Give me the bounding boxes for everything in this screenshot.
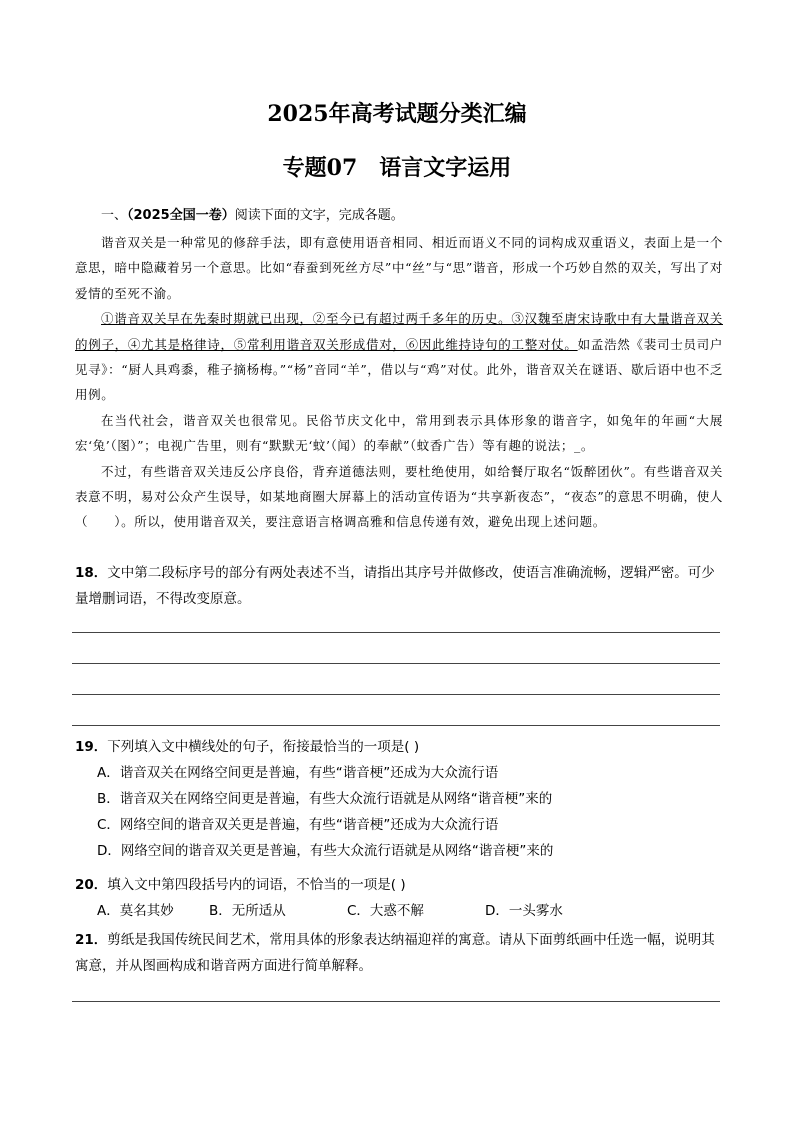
question-18 (75, 560, 723, 612)
option-a[interactable]: A．莫名其妙 (97, 903, 174, 919)
numbered-sentences: ①谐音双关早在先秦时期就已出现，②至今已有超过两千多年的历史。③汉魏至唐宋诗歌中有大量谐音双关的例子，④尤其是格律诗，⑤常利用谐音双关形成借对，⑥因此维持诗句的工整对仗。 (75, 311, 723, 352)
question-20 (75, 872, 723, 924)
question-text: 剪纸是我国传统民间艺术，常用具体的形象表达纳福迎祥的寓意。请从下面剪纸画中任选一幅，说明其寓意，并从图画构成和谐音两方面进行简单解释。 (75, 932, 715, 974)
option-b[interactable]: B．无所适从 (209, 903, 286, 919)
topic-subtitle (0, 151, 794, 182)
question-number: 18． (75, 565, 108, 581)
intro-text: 阅读下面的文字，完成各题。 (234, 208, 404, 223)
document-title: 2025年高考试题分类汇编 (267, 101, 527, 127)
question-text: 下列填入文中横线处的句子，衔接最恰当的一项是( ) (107, 739, 420, 755)
question-number: 19． (75, 739, 108, 755)
answer-line[interactable] (72, 725, 720, 726)
topic-name: 语言文字运用 (379, 155, 512, 181)
passage-paragraph-3: 在当代社会，谐音双关也很常见。民俗节庆文化中，常用到表示具体形象的谐音字，如兔年的年画“大展宏‘兔’（图）”；电视广告里，则有“默默无‘蚊’（闻）的奉献”（蚊香广告）等有趣的说法；_。 (75, 412, 723, 454)
option-a[interactable]: A．谐音双关在网络空间更是普遍，有些“谐音梗”还成为大众流行语 (97, 765, 499, 781)
section-intro: 一、（2025全国一卷）阅读下面的文字，完成各题。 (101, 208, 404, 223)
passage-paragraph-2: ①谐音双关早在先秦时期就已出现，②至今已有超过两千多年的历史。③汉魏至唐宋诗歌中有大量谐音双关的例子，④尤其是格律诗，⑤常利用谐音双关形成借对，⑥因此维持诗句的工整对仗。如孟浩然《裴司士员司户见寻》：“厨人具鸡黍，稚子摘杨梅。”“杨”音同“羊”，借以与“鸡”对仗。此外，谐音双关在谜语、歇后语中也不乏用例。 (75, 311, 723, 403)
option-b[interactable]: B．谐音双关在网络空间更是普遍，有些大众流行语就是从网络“谐音梗”来的 (97, 791, 553, 807)
answer-line[interactable] (72, 1001, 720, 1002)
question-number: 21． (75, 932, 108, 948)
option-c[interactable]: C．大惑不解 (347, 903, 424, 919)
question-19 (75, 734, 723, 864)
reading-passage (75, 230, 723, 535)
question-21 (75, 927, 723, 979)
topic-number: 专题07 (282, 155, 358, 181)
answer-line[interactable] (72, 632, 720, 633)
passage-paragraph-4: 不过，有些谐音双关违反公序良俗，背弃道德法则，要杜绝使用，如给餐厅取名“饭醉团伙”。有些谐音双关表意不明，易对公众产生误导，如某地商圈大屏幕上的活动宣传语为“共享新夜态”，“夜态”的意思不明确，使人（ ）。所以，使用谐音双关，要注意语言格调高雅和信息传递有效，避免出现上述问题。 (75, 463, 723, 530)
option-row (75, 898, 723, 924)
option-d[interactable]: D．一头雾水 (485, 903, 563, 919)
question-text: 填入文中第四段括号内的词语，不恰当的一项是( ) (107, 877, 406, 893)
intro-source: （2025全国一卷） (127, 208, 235, 223)
option-d[interactable]: D．网络空间的谐音双关更是普遍，有些大众流行语就是从网络“谐音梗”来的 (97, 843, 554, 859)
answer-line[interactable] (72, 663, 720, 664)
passage-paragraph-1: 谐音双关是一种常见的修辞手法，即有意使用语音相同、相近而语义不同的词构成双重语义，表面上是一个意思，暗中隐藏着另一个意思。比如“春蚕到死丝方尽”中“丝”与“思”谐音，形成一个巧妙自然的双关，写出了对爱情的至死不渝。 (75, 235, 723, 301)
question-number: 20． (75, 877, 108, 893)
option-c[interactable]: C．网络空间的谐音双关更是普遍，有些“谐音梗”还成为大众流行语 (97, 817, 499, 833)
question-text: 文中第二段标序号的部分有两处表述不当，请指出其序号并做修改，使语言准确流畅，逻辑严密。可少量增删词语，不得改变原意。 (75, 565, 715, 607)
answer-line[interactable] (72, 694, 720, 695)
